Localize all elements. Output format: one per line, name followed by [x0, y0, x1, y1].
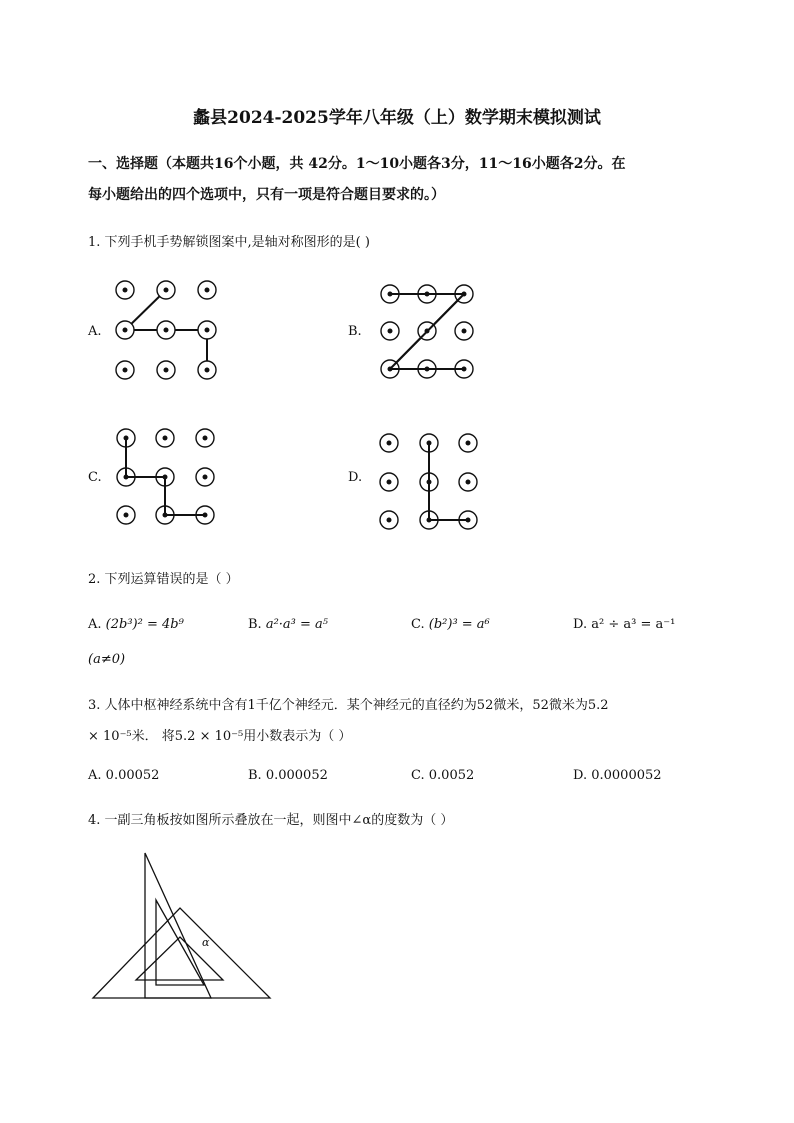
q2-option-a-label: A.	[88, 617, 102, 632]
q2-option-a-expr: (2b³)² = 4b⁹	[105, 617, 184, 632]
q3-option-a-value: 0.00052	[105, 768, 160, 783]
q4-triangle-figure	[88, 845, 278, 1005]
q3-option-c	[411, 768, 474, 783]
q3-option-c-label: C.	[411, 768, 425, 783]
q1-option-b-label: B.	[348, 324, 362, 339]
q4-angle-alpha-label: α	[202, 936, 210, 949]
q3-option-d	[573, 768, 662, 783]
q2-option-b-label: B.	[248, 617, 262, 632]
q2-option-c-expr: (b²)³ = a⁶	[428, 617, 490, 632]
q1-option-d-label: D.	[348, 470, 363, 485]
page-title: 蠡县2024-2025学年八年级（上）数学期末模拟测试	[193, 108, 601, 128]
q3-option-d-value: 0.0000052	[591, 768, 662, 783]
q2-option-c	[411, 617, 490, 632]
q3-option-a	[88, 768, 159, 783]
q1-pattern-b	[375, 280, 485, 385]
q3-option-c-value: 0.0052	[428, 768, 475, 783]
q1-option-c-label: C.	[88, 470, 102, 485]
question-4-stem: 4. 一副三角板按如图所示叠放在一起，则图中∠α的度数为（ ）	[88, 813, 454, 828]
q3-option-b	[248, 768, 328, 783]
q1-option-a-label: A.	[88, 324, 102, 339]
section-heading-line1: 一、选择题（本题共16个小题，共 42分。1～10小题各3分，11～16小题各2分。在	[88, 156, 626, 172]
q3-option-b-label: B.	[248, 768, 262, 783]
q2-option-d	[573, 617, 675, 632]
q2-option-a	[88, 617, 184, 632]
q1-pattern-a	[110, 275, 225, 385]
q2-option-d-expr: a² ÷ a³ = a⁻¹	[591, 617, 676, 632]
q2-option-b-expr: a²·a³ = a⁵	[265, 617, 329, 632]
q1-pattern-c	[112, 425, 227, 530]
question-3-line1: 3. 人体中枢神经系统中含有1千亿个神经元．某个神经元的直径约为52微米，52微米为5.2	[88, 698, 609, 713]
q1-pattern-d	[375, 430, 485, 535]
q3-option-d-label: D.	[573, 768, 588, 783]
q3-option-b-value: 0.000052	[265, 768, 328, 783]
q2-option-c-label: C.	[411, 617, 425, 632]
section-heading-line2: 每小题给出的四个选项中，只有一项是符合题目要求的。）	[88, 187, 445, 203]
question-1-stem: 1. 下列手机手势解锁图案中,是轴对称图形的是( )	[88, 235, 370, 250]
q3-option-a-label: A.	[88, 768, 102, 783]
q2-condition: (a≠0)	[88, 652, 126, 667]
question-3-line2: × 10⁻⁵米． 将5.2 × 10⁻⁵用小数表示为（ ）	[88, 729, 352, 744]
q2-option-d-label: D.	[573, 617, 588, 632]
question-2-stem: 2. 下列运算错误的是（ ）	[88, 572, 239, 587]
q2-option-b	[248, 617, 328, 632]
